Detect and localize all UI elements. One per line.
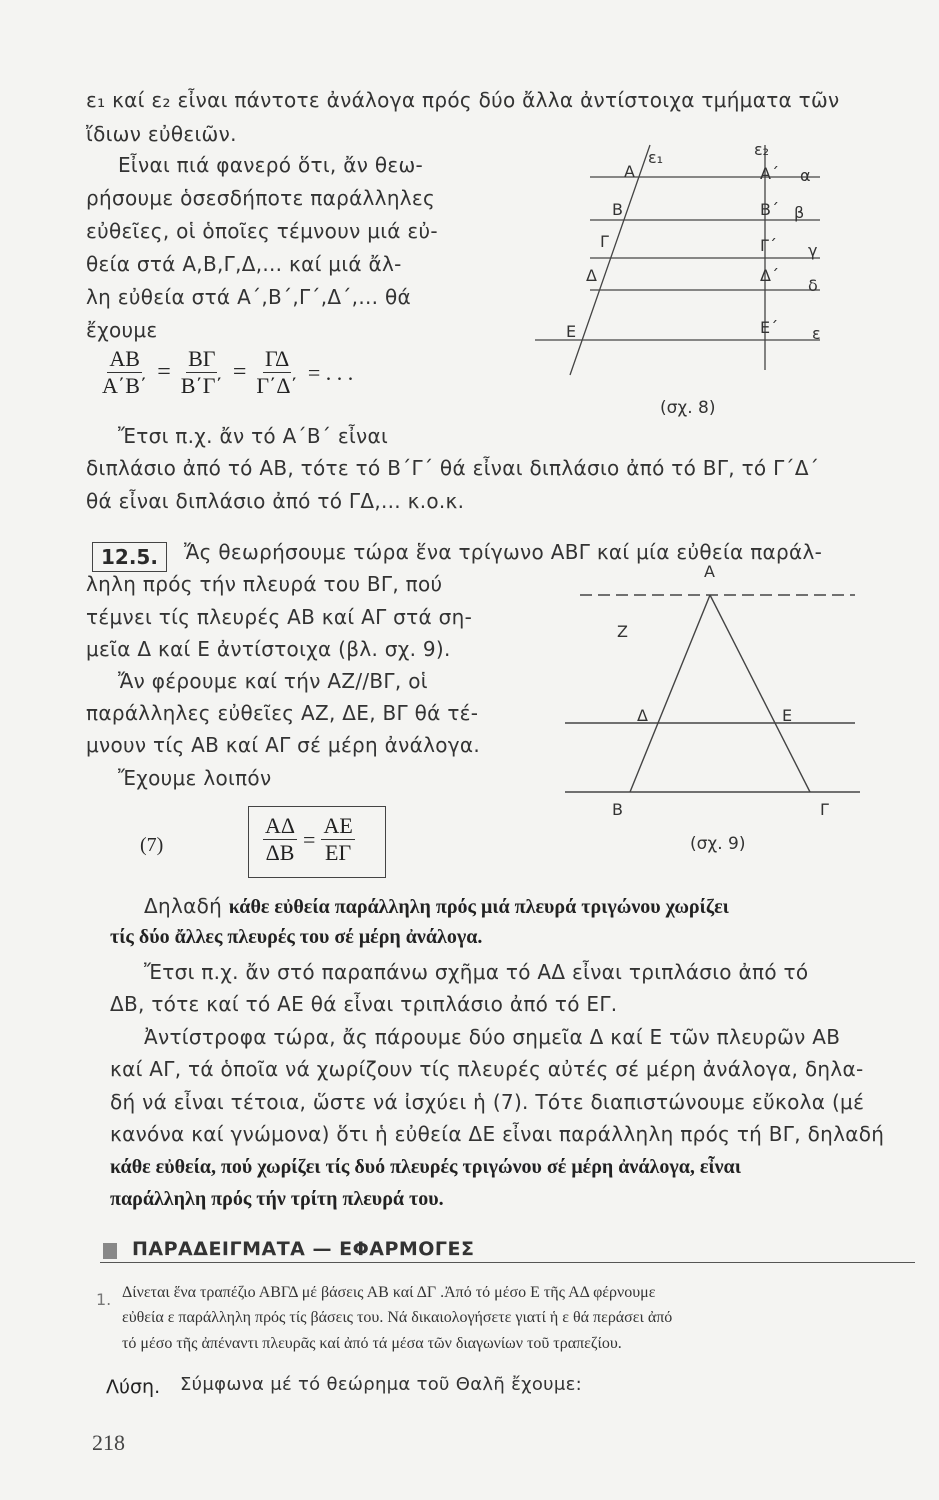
fig8-label-e2: ε₂ — [754, 140, 770, 159]
fig8-label-alpha: α — [800, 166, 811, 185]
example-text: εὐθεία ε παράλληλη πρός τίς βάσεις του. Νά δικαιολογήσετε γιατί ἡ ε θά περάσει ἀπό — [122, 1309, 673, 1326]
proportion — [100, 346, 353, 399]
fig9-label-A: Α — [704, 562, 715, 581]
intro-line-2: ἴδιων εὐθειῶν. — [86, 122, 237, 146]
theorem-line-2: τίς δύο ἄλλες πλευρές του σέ μέρη ἀνάλογα. — [110, 926, 483, 948]
fig8-label-A: Α — [624, 162, 635, 181]
fraction-ae-eg: $\frac{AE}{E\Gamma}$ — [323, 813, 353, 865]
formula-label: (7) — [140, 834, 164, 856]
body-line: ΔΒ, τότε καί τό ΑΕ θά εἶναι τριπλάσιο ἀπό τό ΕΓ. — [110, 992, 618, 1016]
section-line: Ἔχουμε λοιπόν — [118, 766, 272, 790]
side-ab — [630, 595, 710, 792]
solution-label: Λύση. — [106, 1376, 161, 1398]
fig8-label-E-prime: Ε΄ — [760, 318, 779, 337]
fig8-label-A-prime: Α΄ — [760, 164, 779, 183]
theorem-statement: κάθε εὐθεία παράλληλη πρός μιά πλευρά τριγώνου χωρίζει — [228, 896, 729, 918]
fig8-label-D-prime: Δ΄ — [760, 266, 779, 285]
section-line: μνουν τίς ΑΒ καί ΑΓ σέ μέρη ἀνάλογα. — [86, 733, 481, 757]
ellipsis: = . . . — [307, 359, 354, 385]
body-line: Ἀντίστροφα τώρα, ἄς πάρουμε δύο σημεῖα Δ καί Ε τῶν πλευρῶν ΑΒ — [144, 1025, 841, 1049]
para-line: εὐθεῖες, οἱ ὁποῖες τέμνουν μιά εὐ- — [86, 219, 438, 243]
solution-text: Σύμφωνα μέ τό θεώρημα τοῦ Θαλῆ ἔχουμε: — [180, 1374, 582, 1395]
fig9-label-D: Δ — [637, 706, 648, 725]
para-line: ρήσουμε ὁσεσδήποτε παράλληλες — [86, 186, 436, 210]
para-line: λη εὐθεία στά Α΄,Β΄,Γ΄,Δ΄,... θά — [86, 285, 411, 309]
fraction-ab: $\frac{AB}{A΄B΄}$ — [102, 346, 148, 398]
theorem-intro: Δηλαδή — [144, 894, 229, 918]
fig8-label-e1: ε₁ — [648, 148, 664, 167]
fig8-label-B-prime: Β΄ — [760, 200, 779, 219]
para-line: θεία στά Α,Β,Γ,Δ,... καί μιά ἄλ- — [86, 252, 402, 276]
page-number: 218 — [92, 1430, 125, 1455]
section-line: Ἄν φέρουμε καί τήν ΑΖ//ΒΓ, οἱ — [118, 669, 428, 693]
fig9-label-G: Γ — [820, 800, 829, 819]
example-text: τό μέσο τῆς ἀπέναντι πλευρᾶς καί ἀπό τά μέσα τῶν διαγωνίων τοῦ τραπεζίου. — [122, 1335, 622, 1352]
heading-divider — [100, 1262, 915, 1263]
body-line: κανόνα καί γνώμονα) ὅτι ἡ εὐθεία ΔΕ εἶναι παράλληλη πρός τή ΒΓ, δηλαδή — [110, 1122, 885, 1146]
fig8-label-B: Β — [612, 200, 623, 219]
fig8-label-gamma: γ — [808, 241, 818, 260]
fig9-label-Z: Ζ — [617, 622, 628, 641]
fraction-ad-db: $\frac{A\Delta}{\Delta B}$ — [265, 813, 296, 865]
section-line: ληλη πρός τήν πλευρά του ΒΓ, πού — [86, 572, 443, 596]
fraction-gd: $\frac{\Gamma\Delta}{\Gamma΄\Delta΄}$ — [256, 346, 298, 398]
intro-line-1: ε₁ καί ε₂ εἶναι πάντοτε ἀνάλογα πρός δύο ἄλλα ἀντίστοιχα τμήματα τῶν — [86, 88, 840, 112]
after-prop-line-1: Ἔτσι π.χ. ἄν τό Α΄Β΄ εἶναι — [118, 424, 389, 448]
after-prop-line-2: διπλάσιο ἀπό τό ΑΒ, τότε τό Β΄Γ΄ θά εἶναι διπλάσιο ἀπό τό ΒΓ, τό Γ΄Δ΄ — [86, 456, 820, 480]
equals-sign: = — [157, 359, 171, 385]
fig8-label-D: Δ — [586, 266, 597, 285]
fig8-label-G-prime: Γ΄ — [760, 236, 777, 255]
fig9-label-B: Β — [612, 800, 623, 819]
figure-9 — [555, 580, 865, 810]
fig8-label-G: Γ — [600, 232, 609, 251]
fig8-label-epsilon: ε — [812, 324, 821, 343]
para-line: ἔχουμε — [86, 318, 158, 342]
fig9-caption: (σχ. 9) — [690, 834, 746, 854]
body-line: Ἔτσι π.χ. ἄν στό παραπάνω σχῆμα τό ΑΔ εἶναι τριπλάσιο ἀπό τό — [144, 960, 809, 984]
example-number: 1. — [96, 1290, 112, 1309]
section-line: παράλληλες εὐθεῖες ΑΖ, ΔΕ, ΒΓ θά τέ- — [86, 701, 479, 725]
equals-sign: = — [232, 359, 247, 385]
fraction-bg: $\frac{B\Gamma}{B΄\Gamma΄}$ — [180, 346, 223, 398]
side-ag — [710, 595, 810, 792]
section-line: μεῖα Δ καί Ε ἀντίστοιχα (βλ. σχ. 9). — [86, 637, 451, 661]
theorem-line-1 — [144, 894, 729, 919]
body-line: καί ΑΓ, τά ὁποῖα νά χωρίζουν τίς πλευρές αὐτές σέ μέρη ἀνάλογα, δηλα- — [110, 1057, 864, 1081]
equals-sign: = — [303, 826, 316, 852]
body-line: δή νά εἶναι τέτοια, ὥστε νά ἰσχύει ἡ (7). Τότε διαπιστώνουμε εὔκολα (μέ — [110, 1090, 865, 1114]
after-prop-line-3: θά εἶναι διπλάσιο ἀπό τό ΓΔ,... κ.ο.κ. — [86, 489, 465, 513]
fig8-label-E: Ε — [566, 322, 577, 341]
heading-square-icon — [103, 1243, 117, 1259]
fig8-caption: (σχ. 8) — [660, 398, 716, 418]
fig8-label-delta: δ — [808, 276, 818, 295]
formula-7-box — [248, 806, 386, 878]
converse-line-1: κάθε εὐθεία, πού χωρίζει τίς δυό πλευρές τριγώνου σέ μέρη ἀνάλογα, εἶναι — [110, 1156, 741, 1178]
section-line: τέμνει τίς πλευρές ΑΒ καί ΑΓ στά ση- — [86, 605, 473, 629]
converse-line-2: παράλληλη πρός τήν τρίτη πλευρά του. — [110, 1188, 444, 1210]
fig8-label-beta: β — [794, 203, 805, 222]
section-number: 12.5. — [92, 542, 167, 572]
examples-heading: ΠΑΡΑΔΕΙΓΜΑΤΑ — ΕΦΑΡΜΟΓΕΣ — [132, 1238, 475, 1260]
fig9-label-E: Ε — [782, 706, 793, 725]
para-line: Εἶναι πιά φανερό ὅτι, ἄν θεω- — [118, 153, 424, 177]
section-line: Ἄς θεωρήσουμε τώρα ἕνα τρίγωνο ΑΒΓ καί μία εὐθεία παράλ- — [184, 540, 823, 564]
example-text: Δίνεται ἕνα τραπέζιο ΑΒΓΔ μέ βάσεις ΑΒ καί ΔΓ .Ἀπό τό μέσο Ε τῆς ΑΔ φέρνουμε — [122, 1284, 656, 1301]
